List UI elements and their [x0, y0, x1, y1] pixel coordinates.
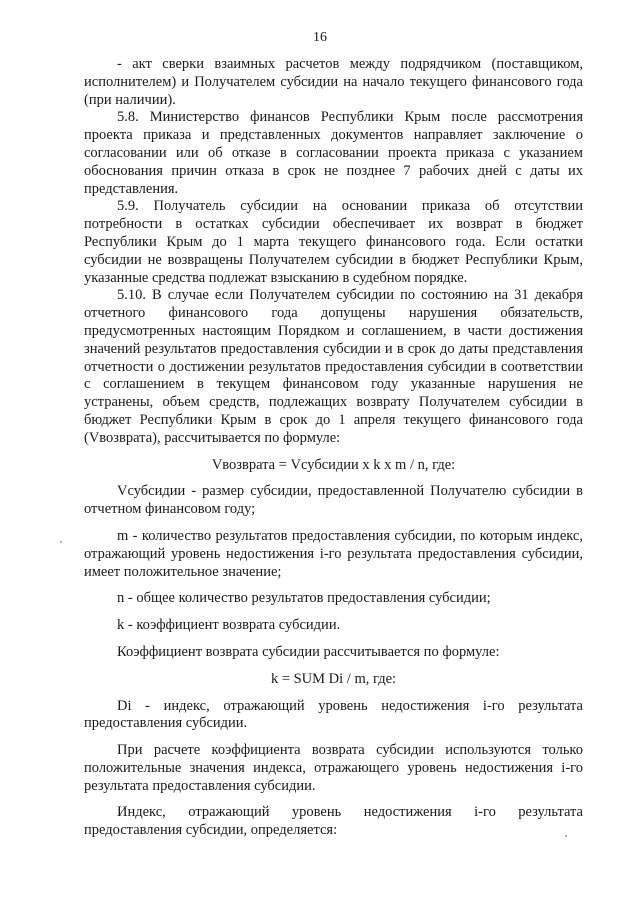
definition-v-subsidy: Vсубсидии - размер субсидии, предоставленной Получателю субсидии в отчетном финансовом году; — [84, 483, 583, 518]
paragraph-coefficient-formula-intro: Коэффициент возврата субсидии рассчитывается по формуле: — [117, 643, 500, 660]
paragraph-index-definition: Индекс, отражающий уровень недостижения i-го результата предоставления субсидии, определяется: — [84, 804, 583, 839]
page-number: 16 — [313, 30, 327, 45]
scan-speck — [60, 541, 62, 543]
definition-k: k - коэффициент возврата субсидии. — [117, 617, 341, 634]
definition-m: m - количество результатов предоставления субсидии, по которым индекс, отражающий уровень недостижения i-го результата предоставления субсидии, имеет положительное значение; — [84, 527, 583, 580]
scan-speck — [565, 835, 567, 837]
paragraph-5-8: 5.8. Министерство финансов Республики Крым после рассмотрения проекта приказа и представленных документов направляет заключение о согласовании или об отказе в согласовании проекта приказа с указанием обоснования причин отказа в срок не позднее 7 рабочих дней с даты их представления. — [84, 109, 583, 197]
paragraph-5-10: 5.10. В случае если Получателем субсидии по состоянию на 31 декабря отчетного финансового года допущены нарушения обязательств, предусмотренных настоящим Порядком и соглашением, в части достижения значений результатов предоставления субсидии и в срок до даты представления отчетности о достижении результатов предоставления субсидии в соответствии с соглашением в текущем финансовом году указанные нарушения не устранены, объем средств, подлежащих возврату Получателем субсидии в бюджет Республики Крым в срок до 1 апреля текущего финансового года (Vвозврата), рассчитывается по формуле: — [84, 287, 583, 446]
definition-n: n - общее количество результатов предоставления субсидии; — [117, 590, 491, 607]
definition-di: Di - индекс, отражающий уровень недостижения i-го результата предоставления субсидии. — [84, 697, 583, 732]
paragraph-act-reconciliation: - акт сверки взаимных расчетов между подрядчиком (поставщиком, исполнителем) и Получателем субсидии на начало текущего финансового года (при наличии). — [84, 56, 583, 108]
paragraph-positive-values: При расчете коэффициента возврата субсидии используются только положительные значения индекса, отражающего уровень недостижения i-го результата предоставления субсидии. — [84, 742, 583, 794]
formula-coefficient: k = SUM Di / m, где: — [270, 670, 397, 687]
document-body — [84, 56, 583, 840]
formula-return-volume: Vвозврата = Vсубсидии x k x m / n, где: — [211, 456, 456, 473]
paragraph-5-9: 5.9. Получатель субсидии на основании приказа об отсутствии потребности в остатках субсидии обеспечивает их возврат в бюджет Республики Крым до 1 марта текущего финансового года. Если остатки субсидии не возвращены Получателем субсидии в бюджет Республики Крым, указанные средства подлежат взысканию в судебном порядке. — [84, 198, 583, 286]
